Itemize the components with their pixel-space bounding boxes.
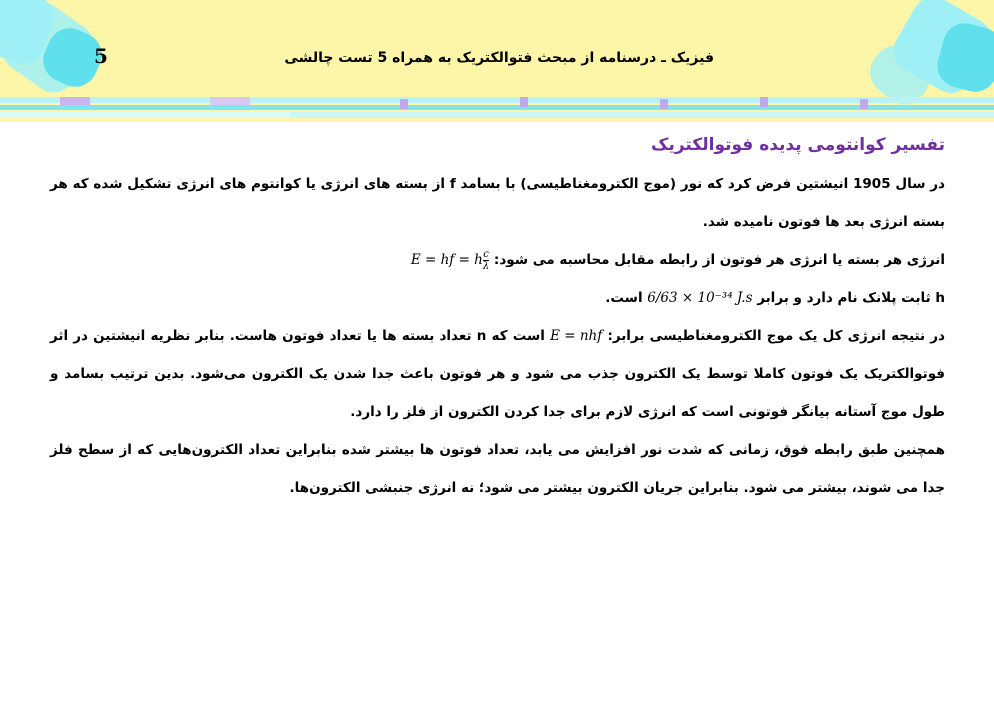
fraction-c-over-lambda: [483, 249, 489, 272]
planck-constant-value: 6/63 × 10⁻³⁴ J.s: [647, 290, 753, 306]
energy-formula: [411, 241, 489, 279]
paragraph-1: در سال 1905 انیشتین فرض کرد که نور (موج الکترومغناطیسی) با بسامد f از بسته های انرژی یا کوانتوم های انرژی تشکیل شده که هر بسته انرژی بعد ها فوتون نامیده شد.: [50, 176, 945, 230]
paragraph-3-text-a: h ثابت پلانک نام دارد و برابر: [757, 290, 945, 306]
section-title: تفسیر کوانتومی پدیده فوتوالکتریک: [651, 135, 945, 155]
total-energy-formula: E = nhf: [550, 328, 603, 344]
page-header: [0, 0, 994, 122]
paragraph-2-text: انرژی هر بسته یا انرژی هر فوتون از رابطه مقابل محاسبه می شود:: [493, 252, 945, 268]
page-number: 5: [94, 44, 108, 68]
paragraph-2: [50, 241, 945, 279]
paragraph-4: [50, 317, 945, 431]
header-stripes: [0, 97, 994, 119]
fraction-numerator: c: [483, 249, 489, 260]
main-content: [50, 135, 945, 507]
paragraph-5: همچنین طبق رابطه فوق، زمانی که شدت نور افزایش می یابد، تعداد فوتون ها بیشتر شده بنابراین تعداد الکترون‌هایی که از سطح فلز جدا می شوند، بیشتر می شود. بنابراین جریان الکترون بیشتر می شود؛ نه انرژی جنبشی الکترون‌ها.: [50, 442, 945, 496]
document-title: فیزیک ـ درسنامه از مبحث فتوالکتریک به همراه 5 تست چالشی: [284, 50, 714, 66]
fraction-denominator: λ: [482, 261, 490, 272]
paragraph-3: [50, 279, 945, 317]
paragraph-3-text-b: است.: [605, 290, 643, 306]
paragraph-4-text-a: در نتیجه انرژی کل یک موج الکترومغناطیسی برابر:: [607, 328, 945, 344]
energy-formula-main: E = hf = h: [410, 252, 483, 268]
paragraph-4-text-b: است که n تعداد بسته ها یا تعداد فوتون هاست. بنابر نظریه انیشتین در اثر فوتوالکتریک یک فوتون کاملا توسط یک الکترون جذب می شود و هر فوتون باعث جدا شدن یک الکترون می‌شود. بدین ترتیب بسامد و طول موج آستانه بیانگر فوتونی است که انرژی لازم برای جدا کردن الکترون از فلز را دارد.: [50, 328, 945, 420]
